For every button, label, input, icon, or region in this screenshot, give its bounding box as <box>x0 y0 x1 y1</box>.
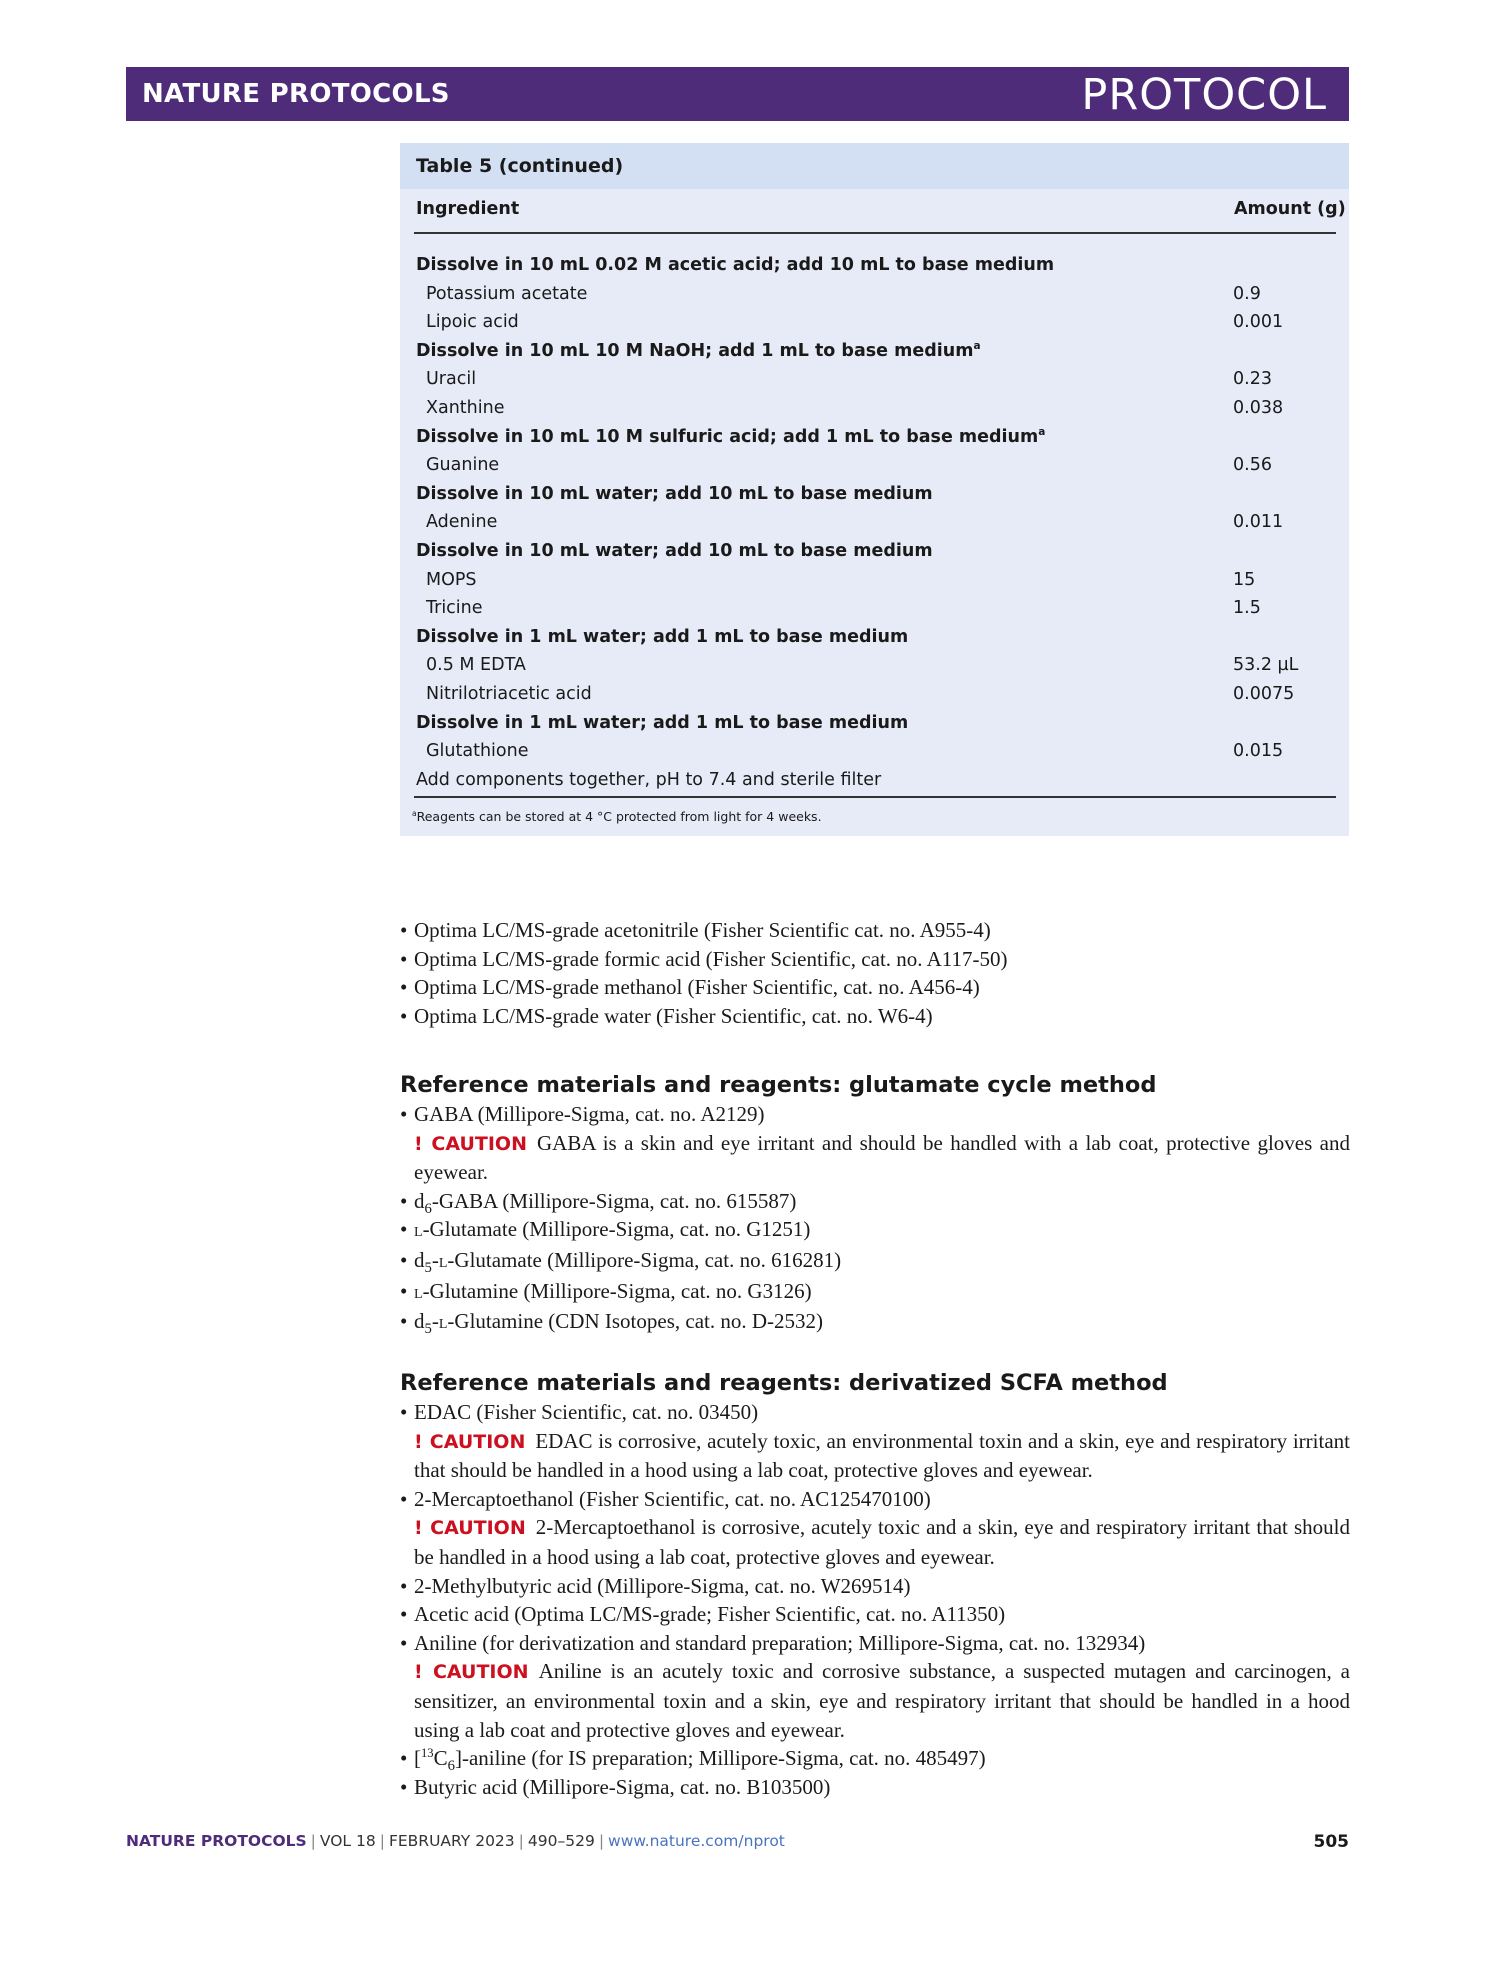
table-row-group <box>400 623 1349 652</box>
table-row <box>400 566 1349 595</box>
list-item: • 2-Mercaptoethanol (Fisher Scientific, cat. no. AC125470100) <box>400 1485 1350 1514</box>
page-footer: NATURE PROTOCOLS | VOL 18 | FEBRUARY 2023 | 490–529 | www.nature.com/nprot 505 <box>126 1832 1349 1852</box>
table-row <box>400 365 1349 394</box>
amount-cell: 0.011 <box>1233 512 1284 533</box>
amount-cell: 0.9 <box>1233 283 1261 304</box>
ingredient-cell: Glutathione <box>426 741 529 762</box>
list-item: • l-Glutamate (Millipore-Sigma, cat. no. G1251) <box>400 1215 1350 1246</box>
list-item: • Optima LC/MS-grade methanol (Fisher Scientific, cat. no. A456-4) <box>400 973 1350 1002</box>
ingredient-cell: Potassium acetate <box>426 283 588 304</box>
list-item: • Optima LC/MS-grade acetonitrile (Fisher Scientific cat. no. A955-4) <box>400 916 1350 945</box>
table-row <box>400 680 1349 709</box>
table-row <box>400 508 1349 537</box>
group-label: Dissolve in 1 mL water; add 1 mL to base medium <box>416 626 909 647</box>
list-item: • 2-Methylbutyric acid (Millipore-Sigma, cat. no. W269514) <box>400 1572 1350 1601</box>
amount-cell: 0.23 <box>1233 369 1272 390</box>
section-heading: Reference materials and reagents: glutamate cycle method <box>400 1072 1157 1098</box>
glutamate-section <box>400 1070 1350 1338</box>
table-row <box>400 651 1349 680</box>
ingredient-cell: Guanine <box>426 455 500 476</box>
caution-note: ! CAUTION GABA is a skin and eye irritant and should be handled with a lab coat, protective gloves and eyewear. <box>414 1130 1350 1185</box>
list-item: • Aniline (for derivatization and standard preparation; Millipore-Sigma, cat. no. 132934) <box>400 1629 1350 1658</box>
list-item: • Butyric acid (Millipore-Sigma, cat. no. B103500) <box>400 1773 1350 1802</box>
table-title: Table 5 (continued) <box>400 143 1349 189</box>
table-row-group <box>400 251 1349 280</box>
footnote-marker: a <box>973 339 981 352</box>
group-label: Dissolve in 10 mL 10 M NaOH; add 1 mL to base medium$^a$ <box>416 339 981 361</box>
table-row <box>400 308 1349 337</box>
caution-note: ! CAUTION Aniline is an acutely toxic and corrosive substance, a suspected mutagen and carcinogen, a sensitizer, an environmental toxin and a skin, eye and respiratory irritant that should be handled in a hood using a lab coat and protective gloves and eyewear. <box>414 1659 1350 1742</box>
table-bottom-rule <box>414 796 1336 798</box>
table-row-final-step <box>400 766 1349 795</box>
caution-label: ! CAUTION <box>414 1132 527 1155</box>
amount-cell: 15 <box>1233 569 1256 590</box>
table-row-group <box>400 480 1349 509</box>
journal-name: NATURE PROTOCOLS <box>142 79 450 109</box>
table-row <box>400 280 1349 309</box>
table-row <box>400 737 1349 766</box>
table-row-group <box>400 337 1349 366</box>
section-heading: Reference materials and reagents: derivatized SCFA method <box>400 1370 1168 1396</box>
list-item: • $d_5-l$-Glutamate (Millipore-Sigma, cat. no. 616281) <box>400 1246 1350 1277</box>
list-item: • EDAC (Fisher Scientific, cat. no. 03450) <box>400 1398 1350 1427</box>
list-item: • Optima LC/MS-grade water (Fisher Scientific, cat. no. W6-4) <box>400 1002 1350 1031</box>
scfa-section <box>400 1368 1350 1801</box>
column-header-amount: Amount (g) <box>1234 199 1346 219</box>
table-row <box>400 594 1349 623</box>
caution-note: ! CAUTION 2-Mercaptoethanol is corrosive, acutely toxic and a skin, eye and respiratory irritant that should be handled in a hood using a lab coat, protective gloves and eyewear. <box>414 1515 1351 1569</box>
amount-cell: 0.0075 <box>1233 683 1295 704</box>
table-body <box>400 251 1349 794</box>
table-5-continued <box>400 143 1349 836</box>
ingredient-cell: Lipoic acid <box>426 312 519 333</box>
list-item: • l-Glutamine (Millipore-Sigma, cat. no. G3126) <box>400 1277 1350 1308</box>
footer-url-link[interactable]: www.nature.com/nprot <box>608 1832 785 1850</box>
table-row-group <box>400 709 1349 738</box>
page-number: 505 <box>1313 1832 1349 1852</box>
amount-cell: 1.5 <box>1233 598 1261 619</box>
list-item: • Acetic acid (Optima LC/MS-grade; Fisher Scientific, cat. no. A11350) <box>400 1600 1350 1629</box>
footer-volume: VOL 18 <box>319 1832 376 1850</box>
group-label: Dissolve in 1 mL water; add 1 mL to base medium <box>416 712 909 733</box>
ingredient-cell: Adenine <box>426 512 498 533</box>
amount-cell: 0.015 <box>1233 741 1284 762</box>
caution-label: ! CAUTION <box>414 1661 529 1684</box>
ingredient-cell: Xanthine <box>426 397 505 418</box>
column-header-ingredient: Ingredient <box>416 199 520 219</box>
footer-pages: 490–529 <box>527 1832 595 1850</box>
table-row-group <box>400 537 1349 566</box>
list-item: • $[^{13}C_6]$-aniline (for IS preparation; Millipore-Sigma, cat. no. 485497) <box>400 1744 1350 1773</box>
ingredient-cell: Tricine <box>426 598 483 619</box>
table-column-headers <box>400 189 1349 233</box>
group-label: Dissolve in 10 mL water; add 10 mL to base medium <box>416 483 933 504</box>
caution-label: ! CAUTION <box>414 1430 526 1453</box>
final-step-text: Add components together, pH to 7.4 and sterile filter <box>416 769 882 790</box>
solvent-list <box>400 916 1350 1030</box>
table-row <box>400 394 1349 423</box>
amount-cell: 0.56 <box>1233 455 1272 476</box>
footnote-marker: a <box>412 808 417 818</box>
ingredient-cell: Nitrilotriacetic acid <box>426 683 592 704</box>
group-label: Dissolve in 10 mL water; add 10 mL to base medium <box>416 540 933 561</box>
ingredient-cell: Uracil <box>426 369 477 390</box>
journal-header-bar <box>126 67 1349 121</box>
table-header-rule <box>414 232 1336 234</box>
caution-note: ! CAUTION EDAC is corrosive, acutely toxic, an environmental toxin and a skin, eye and respiratory irritant that should be handled in a hood using a lab coat, protective gloves and eyewear. <box>414 1428 1350 1483</box>
footnote-marker: a <box>1038 425 1046 438</box>
list-item: • GABA (Millipore-Sigma, cat. no. A2129) <box>400 1100 1350 1129</box>
table-row-group <box>400 423 1349 452</box>
group-label: Dissolve in 10 mL 0.02 M acetic acid; add 10 mL to base medium <box>416 255 1055 275</box>
table-footnote: $^a$Reagents can be stored at 4 °C protected from light for 4 weeks. <box>412 808 822 824</box>
group-label: Dissolve in 10 mL 10 M sulfuric acid; add 1 mL to base medium$^a$ <box>416 425 1046 447</box>
ingredient-cell: 0.5 M EDTA <box>426 655 526 676</box>
amount-cell: 0.038 <box>1233 397 1284 418</box>
amount-cell: 0.001 <box>1233 312 1284 333</box>
list-item: • $d_6$-GABA (Millipore-Sigma, cat. no. 615587) <box>400 1187 1350 1216</box>
list-item: • $d_5-l$-Glutamine (CDN Isotopes, cat. no. D-2532) <box>400 1307 1350 1338</box>
article-type: PROTOCOL <box>1081 70 1327 120</box>
table-row <box>400 451 1349 480</box>
footer-issue: FEBRUARY 2023 <box>388 1832 515 1850</box>
ingredient-cell: MOPS <box>426 569 477 590</box>
caution-label: ! CAUTION <box>414 1517 526 1540</box>
amount-cell: 53.2 µL <box>1233 655 1299 676</box>
footer-journal: NATURE PROTOCOLS <box>126 1832 307 1850</box>
list-item: • Optima LC/MS-grade formic acid (Fisher Scientific, cat. no. A117-50) <box>400 945 1350 974</box>
